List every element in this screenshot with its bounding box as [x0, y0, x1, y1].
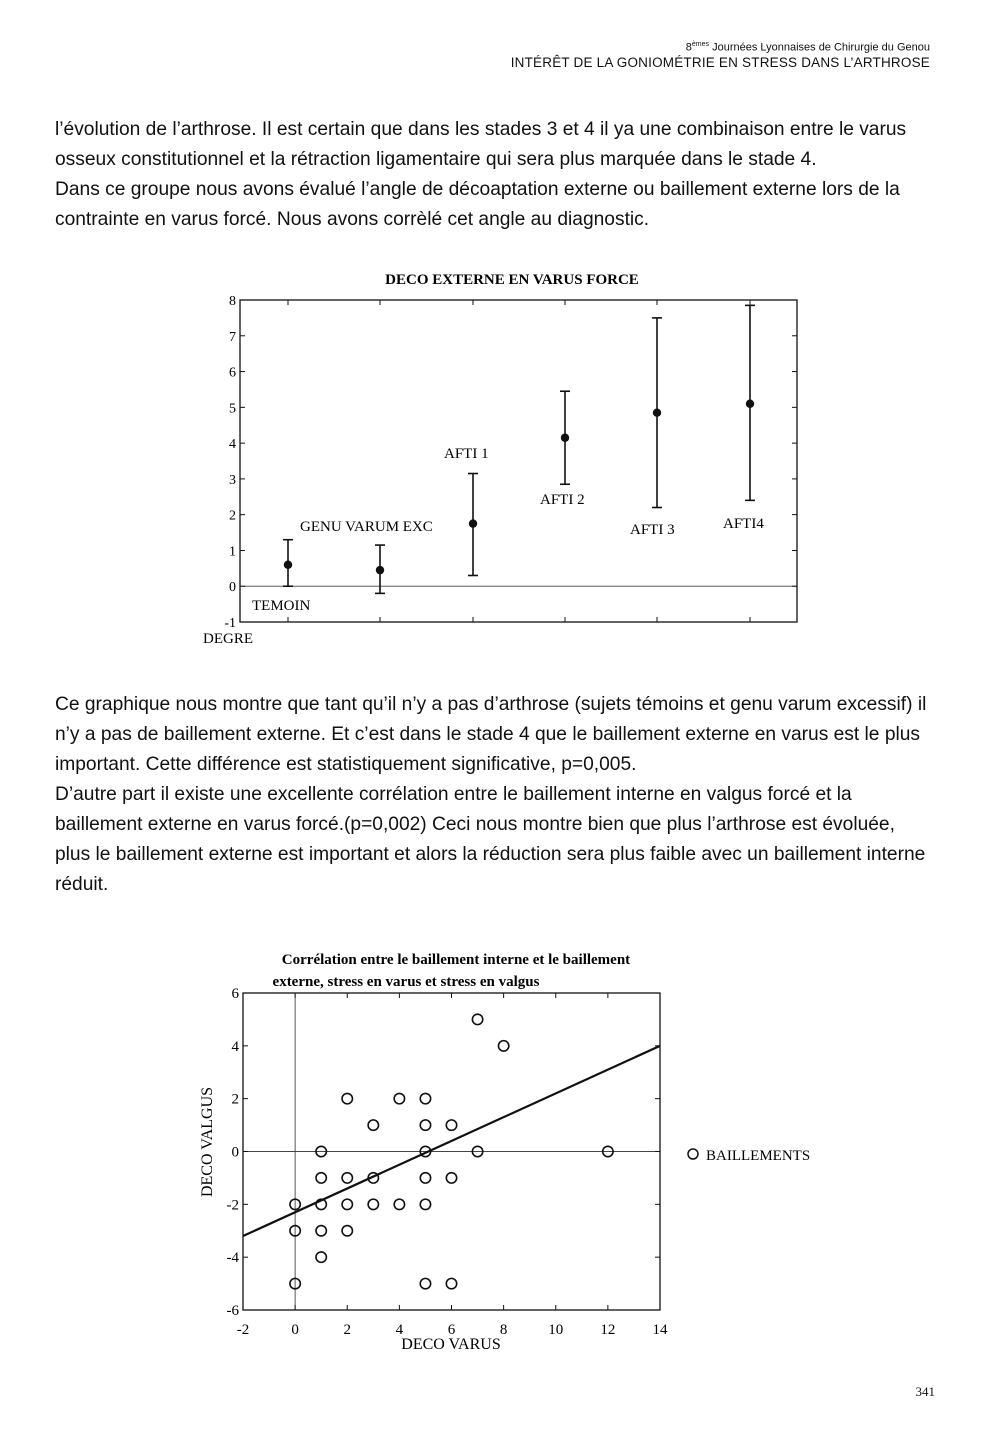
- data-point: [420, 1199, 430, 1209]
- x-tick-label: 6: [447, 1322, 456, 1338]
- paragraph-text: Ce graphique nous montre que tant qu’il n’y a pas d’arthrose (sujets témoins et genu varum excessif) il n’y a pas de baillement externe. Et c’est dans le stade 4 que le baillement externe en varus est le plus important. Cette différence est statistiquement significative, p=0,005.: [55, 694, 927, 775]
- legend-label: BAILLEMENTS: [706, 1148, 811, 1164]
- group-label: AFTI4: [723, 516, 764, 532]
- data-point: [472, 1146, 482, 1156]
- data-point: [342, 1173, 352, 1183]
- y-tick-label: -6: [226, 1303, 239, 1319]
- paragraph-discussion: [55, 690, 935, 900]
- data-point: [420, 1278, 430, 1288]
- data-point: [316, 1252, 326, 1262]
- x-axis-label: DECO VARUS: [401, 1336, 501, 1353]
- data-point: [290, 1199, 300, 1209]
- data-point: [316, 1226, 326, 1236]
- y-tick-label: 0: [229, 580, 236, 596]
- data-point: [498, 1041, 508, 1051]
- data-point: [290, 1226, 300, 1236]
- article-title: INTÉRÊT DE LA GONIOMÉTRIE EN STRESS DANS L’ARTHROSE: [510, 54, 930, 70]
- x-tick-label: 14: [652, 1322, 668, 1338]
- data-point: [342, 1199, 352, 1209]
- data-point: [446, 1278, 456, 1288]
- y-tick-label: 1: [229, 544, 236, 560]
- y-tick-label: 5: [229, 401, 236, 417]
- data-point: [394, 1093, 404, 1103]
- paragraph-text: D’autre part il existe une excellente corrélation entre le baillement interne en valgus forcé et la baillement externe en varus forcé.(p=0,002) Ceci nous montre bien que plus l’arthrose est évoluée, plus le baillement externe est important et alors la réduction sera plus faible avec un baillement interne réduit.: [55, 784, 926, 895]
- y-tick-label: 4: [231, 1038, 239, 1055]
- plot-frame: [240, 300, 797, 622]
- x-tick-label: 8: [499, 1322, 508, 1338]
- paragraph-text: l’évolution de l’arthrose. Il est certain que dans les stades 3 et 4 il ya une combinaison entre le varus osseux constitutionnel et la rétraction ligamentaire qui sera plus marquée dans le stade 4.: [55, 119, 907, 170]
- mean-point: [653, 409, 661, 417]
- group-label: TEMOIN: [252, 598, 311, 614]
- group-label: GENU VARUM EXC: [300, 519, 433, 535]
- data-point: [446, 1120, 456, 1130]
- group-label: AFTI 3: [630, 522, 675, 538]
- y-tick-label: -2: [226, 1197, 239, 1214]
- x-tick-label: 12: [600, 1322, 616, 1338]
- data-point: [420, 1120, 430, 1130]
- x-tick-label: -2: [236, 1322, 250, 1338]
- data-point: [342, 1226, 352, 1236]
- data-point: [342, 1093, 352, 1103]
- chart-title: DECO EXTERNE EN VARUS FORCE: [385, 272, 639, 288]
- page-number: 341: [915, 1384, 935, 1399]
- mean-point: [746, 400, 754, 408]
- legend-marker: [688, 1149, 698, 1159]
- y-tick-label: 6: [229, 365, 236, 381]
- y-tick-label: 3: [229, 472, 236, 488]
- group-label: AFTI 2: [540, 492, 585, 508]
- y-tick-label: 7: [229, 329, 236, 345]
- data-point: [420, 1146, 430, 1156]
- y-axis-label: DECO VALGUS: [199, 1086, 216, 1198]
- x-tick-label: 2: [343, 1322, 351, 1338]
- mean-point: [284, 561, 292, 569]
- mean-point: [469, 519, 477, 527]
- data-point: [290, 1278, 300, 1288]
- data-point: [420, 1093, 430, 1103]
- y-tick-label: 4: [229, 437, 236, 453]
- y-tick-label: -4: [226, 1250, 239, 1267]
- plot-frame: [243, 993, 660, 1310]
- paragraph-text: Dans ce groupe nous avons évalué l’angle de décoaptation externe ou baillement externe lors de la contrainte en varus forcé. Nous avons corrèlé cet angle au diagnostic.: [55, 179, 900, 230]
- y-tick-label: -1: [224, 616, 236, 631]
- data-point: [446, 1173, 456, 1183]
- mean-point: [561, 434, 569, 442]
- y-tick-label: 8: [229, 294, 236, 309]
- data-point: [368, 1173, 378, 1183]
- y-tick-label: 0: [231, 1144, 239, 1161]
- data-point: [316, 1173, 326, 1183]
- y-tick-label: 2: [231, 1091, 239, 1108]
- conference-name: 8èmes Journées Lyonnaises de Chirurgie du Genou: [685, 41, 930, 54]
- data-point: [368, 1120, 378, 1130]
- chart-title: externe, stress en varus et stress en valgus: [272, 974, 540, 990]
- y-axis-label: DEGRE: [203, 631, 253, 647]
- data-point: [472, 1014, 482, 1024]
- x-tick-label: 4: [395, 1322, 404, 1338]
- y-tick-label: 2: [229, 508, 236, 524]
- data-point: [316, 1146, 326, 1156]
- regression-line: [243, 1046, 660, 1236]
- y-tick-label: 6: [231, 986, 239, 1002]
- data-point: [420, 1173, 430, 1183]
- mean-point: [376, 566, 384, 574]
- group-label: AFTI 1: [444, 446, 489, 462]
- data-point: [603, 1146, 613, 1156]
- x-tick-label: 0: [291, 1322, 299, 1338]
- data-point: [316, 1199, 326, 1209]
- x-tick-label: 10: [548, 1322, 564, 1338]
- data-point: [394, 1199, 404, 1209]
- data-point: [368, 1199, 378, 1209]
- errorbar-chart: [0, 0, 1000, 680]
- chart-title: Corrélation entre le baillement interne et le baillement: [281, 952, 631, 968]
